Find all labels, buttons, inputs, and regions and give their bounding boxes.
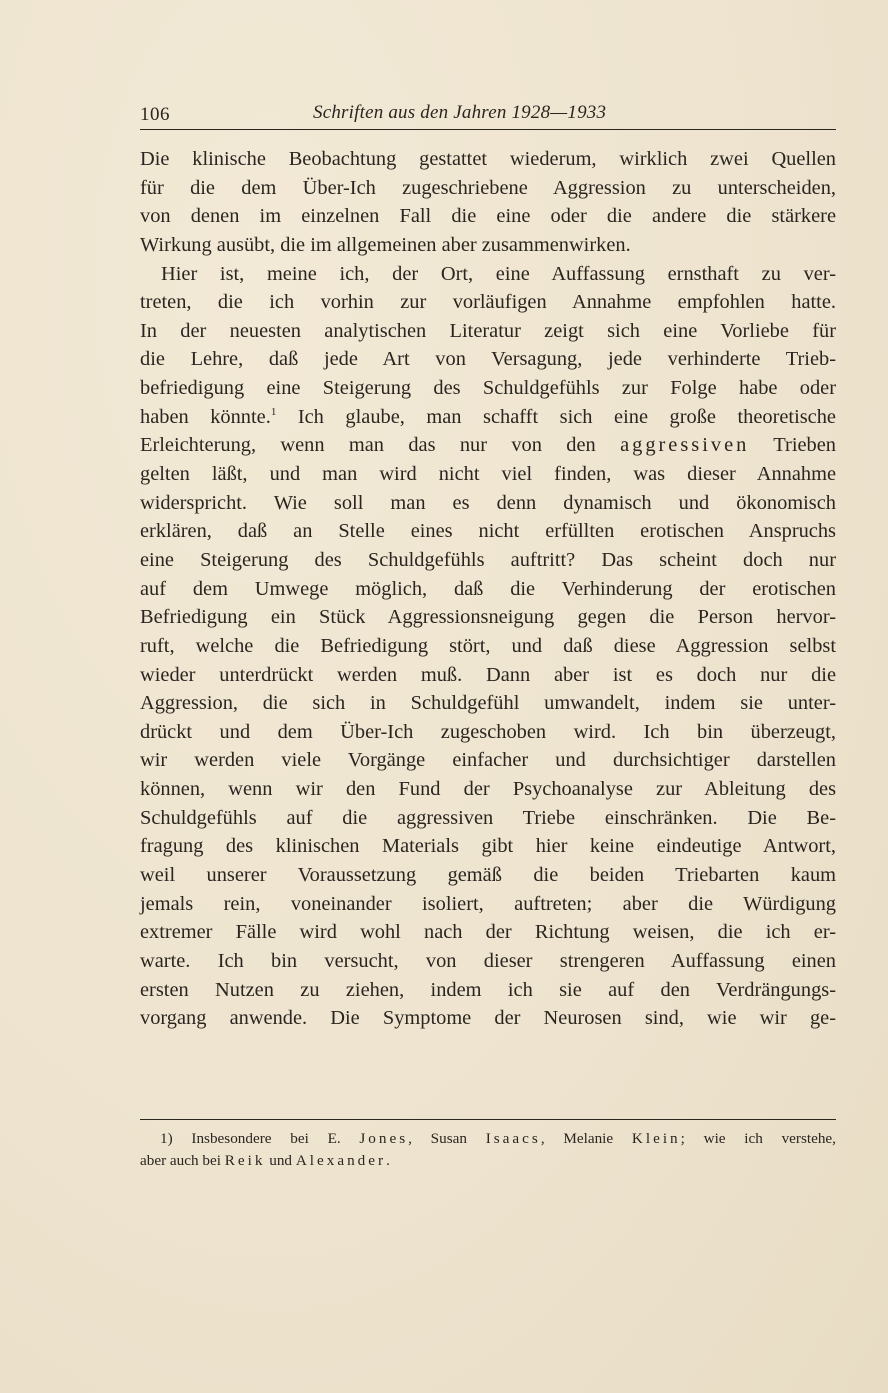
text-fragment: . (386, 1152, 390, 1169)
text-line: Befriedigung ein Stück Aggressionsneigung gegen die Person hervor- (140, 606, 836, 629)
text-line: wieder unterdrückt werden muß. Dann aber ist es doch nur die (140, 663, 836, 686)
author-name: Jones (359, 1130, 409, 1147)
text-fragment: Ich glaube, man schafft sich eine große theoretische (276, 405, 836, 428)
author-name: Alexander (295, 1152, 387, 1169)
text-fragment: ; wie ich verstehe, (680, 1130, 836, 1147)
text-line: eine Steigerung des Schuldgefühls auftritt? Das scheint doch nur (140, 548, 836, 571)
text-fragment: aber auch bei (140, 1152, 225, 1169)
text-fragment: 1) Insbesondere bei E. (160, 1130, 360, 1147)
text-line: wir werden viele Vorgänge einfacher und durchsichtiger darstellen (140, 749, 836, 772)
text-fragment: Erleichterung, wenn man das nur von den (140, 434, 596, 457)
text-line: Wirkung ausübt, die im allgemeinen aber zusammenwirken. (140, 233, 631, 256)
footnote-reference[interactable]: 1 (270, 405, 277, 418)
author-name: Reik (224, 1152, 266, 1169)
text-line: auf dem Umwege möglich, daß die Verhinderung der erotischen (140, 577, 836, 600)
text-fragment: Trieben (749, 434, 836, 457)
text-line: für die dem Über-Ich zugeschriebene Aggression zu unterscheiden, (140, 176, 836, 199)
text-line: können, wenn wir den Fund der Psychoanalyse zur Ableitung des (140, 778, 836, 801)
text-line: ersten Nutzen zu ziehen, indem ich sie auf den Verdrängungs- (140, 978, 836, 1001)
author-name: Isaacs (485, 1130, 541, 1147)
text-line: befriedigung eine Steigerung des Schuldgefühls zur Folge habe oder (140, 377, 836, 400)
page-number: 106 (140, 104, 170, 125)
text-line: widerspricht. Wie soll man es denn dynamisch und ökonomisch (140, 491, 836, 514)
text-line: warte. Ich bin versucht, von dieser strengeren Auffassung einen (140, 949, 836, 972)
text-line: vorgang anwende. Die Symptome der Neurosen sind, wie wir ge- (140, 1007, 836, 1030)
text-fragment: , Susan (408, 1130, 486, 1147)
text-line: gelten läßt, und man wird nicht viel finden, was dieser Annahme (140, 463, 836, 486)
text-line: fragung des klinischen Materials gibt hier keine eindeutige Antwort, (140, 835, 836, 858)
text-line: von denen im einzelnen Fall die eine oder die andere die stärkere (140, 205, 836, 228)
text-line: Aggression, die sich in Schuldgefühl umwandelt, indem sie unter- (140, 692, 836, 715)
text-line (140, 403, 836, 432)
text-fragment: und (265, 1152, 296, 1169)
footnote-rule (140, 1119, 836, 1120)
text-line: Die klinische Beobachtung gestattet wiederum, wirklich zwei Quellen (140, 148, 836, 170)
text-line: jemals rein, voneinander isoliert, auftreten; aber die Würdigung (140, 892, 836, 915)
text-line: ruft, welche die Befriedigung stört, und daß diese Aggression selbst (140, 634, 836, 657)
text-line: die Lehre, daß jede Art von Versagung, jede verhinderte Trieb- (140, 348, 836, 371)
header-rule (140, 129, 836, 130)
text-line: In der neuesten analytischen Literatur zeigt sich eine Vorliebe für (140, 319, 836, 342)
running-title: Schriften aus den Jahren 1928—1933 (313, 102, 607, 123)
footnote-line (140, 1150, 836, 1172)
text-fragment: haben könnte. (140, 405, 271, 428)
text-line: weil unserer Voraussetzung gemäß die beiden Triebarten kaum (140, 864, 836, 887)
text-line: Schuldgefühls auf die aggressiven Triebe einschränken. Die Be- (140, 806, 836, 829)
text-fragment: , Melanie (540, 1130, 632, 1147)
author-name: Klein (631, 1130, 681, 1147)
text-line: treten, die ich vorhin zur vorläufigen Annahme empfohlen hatte. (140, 291, 836, 314)
running-head (140, 102, 836, 128)
footnote-line (140, 1128, 836, 1150)
emphasized-word: aggressiven (620, 434, 750, 457)
footnotes (140, 1128, 836, 1172)
text-line: drückt und dem Über-Ich zugeschoben wird. Ich bin überzeugt, (140, 720, 836, 743)
text-line: erklären, daß an Stelle eines nicht erfüllten erotischen Anspruchs (140, 520, 836, 543)
text-line (140, 431, 836, 460)
text-line: extremer Fälle wird wohl nach der Richtung weisen, die ich er- (140, 921, 836, 944)
text-line: Hier ist, meine ich, der Ort, eine Auffassung ernsthaft zu ver- (161, 262, 836, 285)
body-text (140, 145, 836, 1033)
